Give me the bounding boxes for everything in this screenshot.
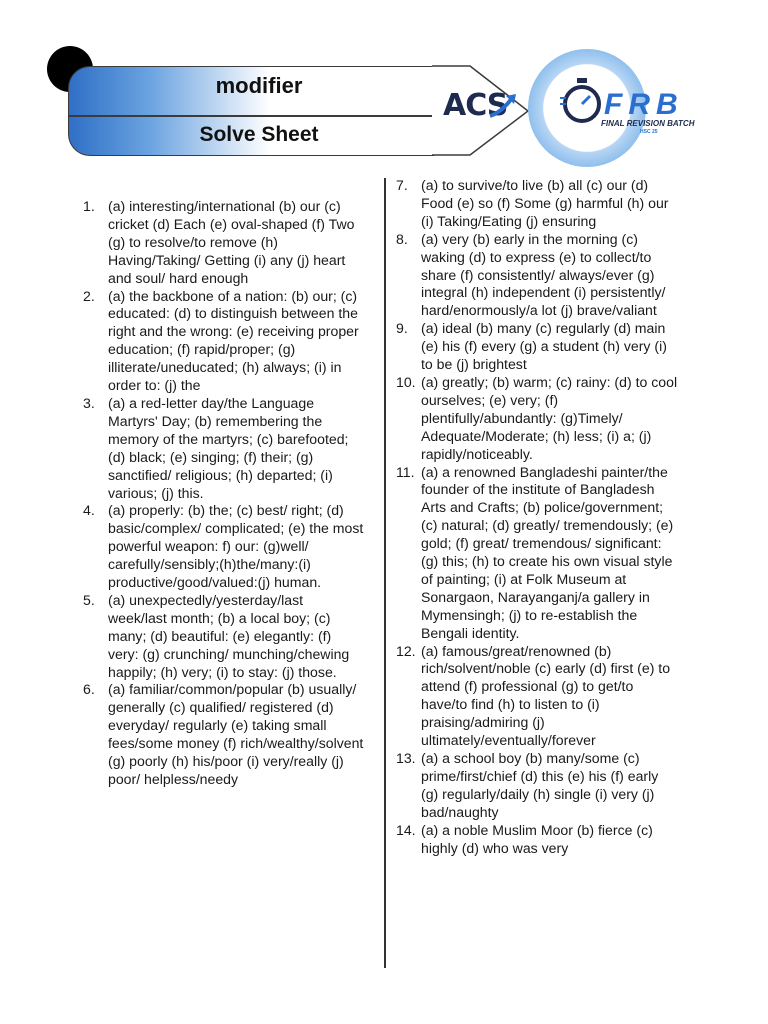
acs-swoosh-icon <box>488 92 518 118</box>
item-number: 7. <box>396 177 408 193</box>
page-title: modifier <box>215 73 303 98</box>
item-text: (a) a school boy (b) many/some (c) prime/first/chief (d) this (e) his (f) early (g) regularly/daily (h) single (i) very (j) bad/naughty <box>421 750 659 820</box>
list-item <box>396 643 678 750</box>
list-item <box>396 177 678 231</box>
item-number: 9. <box>396 320 408 337</box>
page-subtitle: Solve Sheet <box>199 123 319 146</box>
item-number: 13. <box>396 750 416 766</box>
list-item <box>396 231 678 321</box>
title-divider <box>69 115 434 117</box>
column-divider <box>384 178 386 968</box>
item-text: (a) to survive/to live (b) all (c) our (d) Food (e) so (f) Some (g) harmful (h) our (i) Taking/Eating (j) ensuring <box>421 177 669 229</box>
answer-list-left <box>83 198 365 789</box>
item-text: (a) properly: (b) the; (c) best/ right; (d) basic/complex/ complicated; (e) the most powerful weapon: f) our: (g)well/ carefully/sensibly;(h)the/many:(i) productive/good/valued:(j) human. <box>108 502 364 591</box>
frb-logo-subtitle: FINAL REVISION BATCH <box>601 119 695 128</box>
list-item <box>396 750 678 822</box>
item-number: 10. <box>396 373 416 390</box>
list-item <box>396 464 678 643</box>
item-number: 4. <box>83 502 95 519</box>
list-item <box>83 681 365 788</box>
answer-list-right <box>396 177 678 857</box>
item-number: 2. <box>83 287 95 304</box>
item-text: (a) unexpectedly/yesterday/last week/last month; (b) a local boy; (c) many; (d) beautiful: (e) elegantly: (f) very: (g) crunching/ munching/chewing happily; (h) very; (i) to stay: (j) those. <box>108 591 350 680</box>
item-text: (a) familiar/common/popular (b) usually/ generally (c) qualified/ registered (d) everyday/ regularly (e) taking small fees/some money (f) rich/wealthy/solvent (g) poorly (h) his/poor (i) very/really (j) poor/ helpless/needy <box>108 681 364 787</box>
item-text: (a) ideal (b) many (c) regularly (d) main (e) his (f) every (g) a student (h) very (i) to be (j) brightest <box>421 320 667 373</box>
item-text: (a) famous/great/renowned (b) rich/solvent/noble (c) early (d) first (e) to attend (f) professional (g) to get/to have/to find (h) to listen to (i) praising/admiring (j) ultimately/eventually/forever <box>421 642 671 749</box>
list-item <box>83 592 365 682</box>
stopwatch-icon <box>560 76 604 126</box>
list-item <box>396 374 678 464</box>
item-number: 11. <box>396 463 415 480</box>
list-item <box>83 395 365 502</box>
item-number: 3. <box>83 394 95 411</box>
item-text: (a) a red-letter day/the Language Martyrs' Day; (b) remembering the memory of the martyrs; (c) barefooted; (d) black; (e) singing; (f) their; (g) sanctified/ religious; (h) departed; (i) various; (j) this. <box>108 394 349 501</box>
item-text: (a) interesting/international (b) our (c) cricket (d) Each (e) oval-shaped (f) Two (g) to resolve/to remove (h) Having/Taking/ Getting (i) any (j) heart and soul/ hard enough <box>108 198 355 286</box>
item-text: (a) very (b) early in the morning (c) waking (d) to express (e) to collect/to share (f) consistently/ always/ever (g) integral (h) independent (i) persistently/ hard/enormously/a lot (j) brave/valiant <box>421 230 666 319</box>
item-number: 8. <box>396 230 408 247</box>
list-item <box>83 198 365 288</box>
acs-logo: ACS <box>443 88 508 123</box>
list-item <box>83 502 365 592</box>
list-item <box>83 288 365 395</box>
item-number: 6. <box>83 681 95 698</box>
frb-logo-text: FRB <box>604 88 684 121</box>
item-text: (a) greatly; (b) warm; (c) rainy: (d) to cool ourselves; (e) very; (f) plentifully/abundantly: (g)Timely/ Adequate/Moderate; (h) less; (i) a; (j) rapidly/noticeably. <box>421 373 678 462</box>
item-number: 5. <box>83 591 95 608</box>
header <box>0 0 768 175</box>
frb-logo-batch: HSC 25 <box>640 129 658 135</box>
item-text: (a) a renowned Bangladeshi painter/the founder of the institute of Bangladesh Arts and Crafts; (b) police/government; (c) natural; (d) greatly/ tremendously; (e) gold; (f) great/ tremendous/ significant: (g) this; (h) to create his own visual style of painting; (i) at Folk Museum at Sonargaon, Narayanganj/a gallery in Mymensingh; (j) to re-establish the Bengali identity. <box>421 463 674 641</box>
item-number: 1. <box>83 198 95 214</box>
list-item <box>396 320 678 374</box>
item-text: (a) a noble Muslim Moor (b) fierce (c) highly (d) who was very <box>421 821 653 856</box>
item-number: 14. <box>396 821 416 838</box>
list-item <box>396 822 678 858</box>
item-text: (a) the backbone of a nation: (b) our; (c) educated: (d) to distinguish between the right and the wrong: (e) receiving proper education; (f) rapid/proper; (g) illiterate/uneducated; (h) always; (i) in order to: (j) the <box>108 287 359 394</box>
item-number: 12. <box>396 642 416 659</box>
title-banner <box>68 66 434 156</box>
